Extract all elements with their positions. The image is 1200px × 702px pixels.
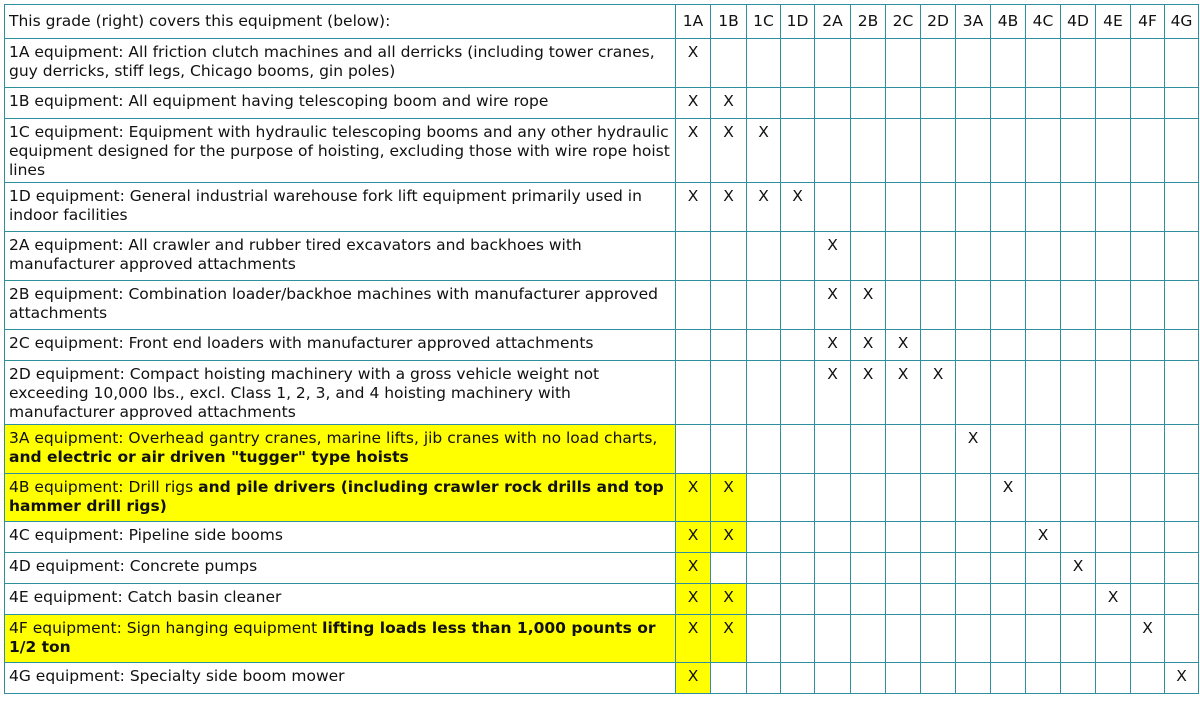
grade-mark-2a <box>815 522 851 553</box>
grade-mark-1a: X <box>676 39 711 88</box>
description-text: 4F equipment: Sign hanging equipment <box>9 619 323 637</box>
grade-mark-1b <box>711 663 747 694</box>
grade-mark-4f <box>1131 361 1165 425</box>
description-text: 1A equipment: All friction clutch machines and all derricks (including tower cranes, guy derricks, stiff legs, Chicago booms, gin poles) <box>9 43 655 80</box>
grade-mark-2a <box>815 663 851 694</box>
table-row <box>5 183 1199 232</box>
grade-mark-1d <box>781 232 815 281</box>
grade-header-4e: 4E <box>1096 5 1131 39</box>
grade-mark-2b <box>851 88 886 119</box>
grade-mark-4c <box>1026 425 1061 474</box>
description-text: 1D equipment: General industrial warehouse fork lift equipment primarily used in indoor facilities <box>9 187 642 224</box>
grade-mark-2a <box>815 183 851 232</box>
grade-mark-2b <box>851 183 886 232</box>
grade-mark-2d <box>921 615 956 663</box>
grade-mark-1c: X <box>747 183 781 232</box>
grade-mark-1d <box>781 361 815 425</box>
grade-mark-2b <box>851 553 886 584</box>
equipment-description <box>5 615 676 663</box>
grade-mark-4b <box>991 39 1026 88</box>
grade-mark-4f <box>1131 584 1165 615</box>
grade-mark-3a <box>956 663 991 694</box>
grade-mark-2a: X <box>815 361 851 425</box>
description-text: 2A equipment: All crawler and rubber tired excavators and backhoes with manufacturer approved attachments <box>9 236 582 273</box>
equipment-description <box>5 553 676 584</box>
grade-mark-4e <box>1096 232 1131 281</box>
grade-mark-1c <box>747 522 781 553</box>
grade-header-2a: 2A <box>815 5 851 39</box>
grade-mark-1d <box>781 474 815 522</box>
grade-mark-1a <box>676 232 711 281</box>
grade-mark-2d <box>921 39 956 88</box>
grade-mark-4c <box>1026 119 1061 183</box>
description-bold-text: and pile drivers (including crawler rock drills and top hammer drill rigs) <box>9 478 664 515</box>
grade-mark-4d <box>1061 183 1096 232</box>
grade-mark-1c <box>747 330 781 361</box>
grade-mark-1b: X <box>711 183 747 232</box>
grade-mark-1b: X <box>711 615 747 663</box>
grade-header-3a: 3A <box>956 5 991 39</box>
grade-mark-4c <box>1026 584 1061 615</box>
grade-mark-4b <box>991 119 1026 183</box>
grade-mark-1c <box>747 584 781 615</box>
grade-mark-4c <box>1026 663 1061 694</box>
grade-mark-4b <box>991 330 1026 361</box>
grade-mark-1a: X <box>676 183 711 232</box>
grade-mark-2a <box>815 119 851 183</box>
grade-mark-1a: X <box>676 615 711 663</box>
grade-mark-4e <box>1096 88 1131 119</box>
table-row <box>5 663 1199 694</box>
equipment-grade-table <box>4 4 1199 694</box>
table-row <box>5 281 1199 330</box>
grade-mark-1a: X <box>676 522 711 553</box>
grade-header-1c: 1C <box>747 5 781 39</box>
grade-mark-1c <box>747 232 781 281</box>
grade-mark-2c <box>886 425 921 474</box>
grade-mark-4d <box>1061 615 1096 663</box>
grade-mark-4d <box>1061 119 1096 183</box>
grade-mark-4e <box>1096 474 1131 522</box>
grade-mark-1b <box>711 330 747 361</box>
grade-mark-2a <box>815 39 851 88</box>
grade-mark-4f <box>1131 39 1165 88</box>
header-row <box>5 5 1199 39</box>
table-body <box>5 39 1199 694</box>
grade-mark-2c <box>886 663 921 694</box>
grade-mark-4e <box>1096 615 1131 663</box>
grade-mark-4g <box>1165 361 1199 425</box>
grade-mark-2a <box>815 474 851 522</box>
grade-mark-4g <box>1165 330 1199 361</box>
table-row <box>5 615 1199 663</box>
grade-header-1a: 1A <box>676 5 711 39</box>
grade-mark-4b <box>991 584 1026 615</box>
grade-mark-2c <box>886 584 921 615</box>
grade-mark-4f: X <box>1131 615 1165 663</box>
grade-mark-2c: X <box>886 330 921 361</box>
grade-mark-4g <box>1165 39 1199 88</box>
equipment-description <box>5 39 676 88</box>
description-text: 4B equipment: Drill rigs <box>9 478 199 496</box>
equipment-description <box>5 232 676 281</box>
equipment-description <box>5 183 676 232</box>
grade-mark-3a <box>956 553 991 584</box>
grade-mark-4d <box>1061 39 1096 88</box>
equipment-description <box>5 474 676 522</box>
equipment-description <box>5 361 676 425</box>
grade-mark-3a: X <box>956 425 991 474</box>
grade-mark-2c <box>886 88 921 119</box>
grade-mark-2d: X <box>921 361 956 425</box>
description-text: 3A equipment: Overhead gantry cranes, marine lifts, jib cranes with no load charts, <box>9 429 658 447</box>
grade-mark-4f <box>1131 88 1165 119</box>
grade-mark-1b: X <box>711 474 747 522</box>
grade-mark-2d <box>921 663 956 694</box>
grade-mark-2d <box>921 474 956 522</box>
grade-mark-4d <box>1061 584 1096 615</box>
grade-mark-1c: X <box>747 119 781 183</box>
grade-mark-3a <box>956 119 991 183</box>
grade-mark-4b <box>991 361 1026 425</box>
grade-mark-4d <box>1061 522 1096 553</box>
grade-mark-2a: X <box>815 330 851 361</box>
grade-mark-4g <box>1165 232 1199 281</box>
grade-mark-3a <box>956 281 991 330</box>
grade-mark-2b <box>851 474 886 522</box>
grade-header-2d: 2D <box>921 5 956 39</box>
grade-mark-1a: X <box>676 88 711 119</box>
grade-mark-2b <box>851 615 886 663</box>
grade-mark-4f <box>1131 281 1165 330</box>
equipment-description <box>5 281 676 330</box>
grade-header-4f: 4F <box>1131 5 1165 39</box>
grade-mark-3a <box>956 232 991 281</box>
grade-header-4d: 4D <box>1061 5 1096 39</box>
grade-mark-2b <box>851 119 886 183</box>
grade-mark-4e <box>1096 361 1131 425</box>
grade-mark-4f <box>1131 474 1165 522</box>
grade-mark-2d <box>921 553 956 584</box>
grade-mark-1c <box>747 88 781 119</box>
grade-mark-1b <box>711 361 747 425</box>
grade-mark-2b: X <box>851 281 886 330</box>
grade-mark-2d <box>921 522 956 553</box>
grade-mark-4b <box>991 663 1026 694</box>
grade-mark-4c <box>1026 39 1061 88</box>
grade-mark-2c <box>886 39 921 88</box>
grade-header-4g: 4G <box>1165 5 1199 39</box>
grade-mark-4f <box>1131 522 1165 553</box>
grade-mark-4e <box>1096 425 1131 474</box>
equipment-description <box>5 522 676 553</box>
grade-mark-2a: X <box>815 232 851 281</box>
grade-mark-4b <box>991 553 1026 584</box>
grade-mark-4g: X <box>1165 663 1199 694</box>
equipment-description <box>5 330 676 361</box>
grade-mark-1d <box>781 425 815 474</box>
grade-mark-3a <box>956 330 991 361</box>
grade-mark-4f <box>1131 183 1165 232</box>
grade-mark-3a <box>956 584 991 615</box>
table-row <box>5 361 1199 425</box>
grade-mark-4e <box>1096 39 1131 88</box>
grade-mark-4b <box>991 615 1026 663</box>
grade-mark-2d <box>921 584 956 615</box>
grade-mark-2a <box>815 584 851 615</box>
grade-mark-2b <box>851 232 886 281</box>
grade-mark-4c <box>1026 615 1061 663</box>
grade-mark-4b <box>991 522 1026 553</box>
grade-mark-4e <box>1096 183 1131 232</box>
table-row <box>5 584 1199 615</box>
grade-mark-2d <box>921 232 956 281</box>
grade-mark-4f <box>1131 553 1165 584</box>
grade-mark-4e <box>1096 281 1131 330</box>
grade-mark-4d <box>1061 232 1096 281</box>
grade-mark-4c <box>1026 232 1061 281</box>
description-text: 4C equipment: Pipeline side booms <box>9 526 283 544</box>
grade-mark-1d <box>781 39 815 88</box>
grade-mark-2c <box>886 522 921 553</box>
grade-mark-4e <box>1096 553 1131 584</box>
grade-mark-4g <box>1165 553 1199 584</box>
grade-mark-4e <box>1096 663 1131 694</box>
description-bold-text: lifting loads less than 1,000 pounts or 1/2 ton <box>9 619 656 656</box>
table-row <box>5 88 1199 119</box>
grade-header-2c: 2C <box>886 5 921 39</box>
grade-mark-2c <box>886 615 921 663</box>
description-text: 1B equipment: All equipment having telescoping boom and wire rope <box>9 92 549 110</box>
grade-mark-2a <box>815 425 851 474</box>
grade-mark-4c <box>1026 553 1061 584</box>
grade-mark-4e <box>1096 119 1131 183</box>
grade-mark-4b <box>991 88 1026 119</box>
grade-header-4c: 4C <box>1026 5 1061 39</box>
grade-mark-4e: X <box>1096 584 1131 615</box>
grade-mark-4c <box>1026 330 1061 361</box>
grade-mark-1b: X <box>711 119 747 183</box>
grade-mark-2b <box>851 425 886 474</box>
grade-mark-2a <box>815 553 851 584</box>
grade-mark-1b: X <box>711 88 747 119</box>
grade-mark-4d: X <box>1061 553 1096 584</box>
grade-mark-4c <box>1026 474 1061 522</box>
grade-mark-3a <box>956 615 991 663</box>
grade-mark-1a <box>676 425 711 474</box>
grade-mark-4g <box>1165 88 1199 119</box>
equipment-description <box>5 425 676 474</box>
grade-mark-1a <box>676 281 711 330</box>
grade-mark-4f <box>1131 119 1165 183</box>
grade-header-1b: 1B <box>711 5 747 39</box>
grade-mark-4d <box>1061 663 1096 694</box>
grade-mark-1a <box>676 330 711 361</box>
grade-mark-3a <box>956 522 991 553</box>
grade-mark-2b <box>851 584 886 615</box>
grade-mark-4d <box>1061 425 1096 474</box>
grade-mark-1d <box>781 330 815 361</box>
description-text: 1C equipment: Equipment with hydraulic telescoping booms and any other hydraulic equipment designed for the purpose of hoisting, excluding those with wire rope hoist lines <box>9 123 670 179</box>
grade-mark-2c <box>886 474 921 522</box>
grade-mark-2b <box>851 522 886 553</box>
grade-mark-2d <box>921 330 956 361</box>
description-text: 2D equipment: Compact hoisting machinery with a gross vehicle weight not exceeding 10,000 lbs., excl. Class 1, 2, 3, and 4 hoisting machinery with manufacturer approved attachments <box>9 365 600 421</box>
grade-mark-1a: X <box>676 553 711 584</box>
description-text: 2B equipment: Combination loader/backhoe machines with manufacturer approved attachments <box>9 285 658 322</box>
grade-mark-1c <box>747 39 781 88</box>
grade-mark-4g <box>1165 425 1199 474</box>
grade-mark-4c <box>1026 361 1061 425</box>
grade-mark-1d: X <box>781 183 815 232</box>
grade-mark-2c <box>886 183 921 232</box>
grade-mark-4g <box>1165 474 1199 522</box>
table-row <box>5 474 1199 522</box>
grade-mark-4c <box>1026 281 1061 330</box>
grade-mark-4e <box>1096 330 1131 361</box>
grade-mark-4c <box>1026 88 1061 119</box>
grade-mark-4f <box>1131 425 1165 474</box>
grade-mark-2d <box>921 281 956 330</box>
grade-mark-1c <box>747 474 781 522</box>
grade-mark-4d <box>1061 88 1096 119</box>
grade-mark-4g <box>1165 615 1199 663</box>
table-row <box>5 232 1199 281</box>
grade-mark-4f <box>1131 232 1165 281</box>
grade-mark-1c <box>747 663 781 694</box>
grade-mark-4g <box>1165 183 1199 232</box>
table-row <box>5 330 1199 361</box>
grade-mark-4f <box>1131 663 1165 694</box>
grade-mark-3a <box>956 88 991 119</box>
grade-mark-4g <box>1165 119 1199 183</box>
grade-mark-2b <box>851 663 886 694</box>
grade-mark-1a: X <box>676 663 711 694</box>
grade-mark-4c: X <box>1026 522 1061 553</box>
grade-mark-2a <box>815 615 851 663</box>
grade-mark-4c <box>1026 183 1061 232</box>
table-row <box>5 39 1199 88</box>
grade-mark-1d <box>781 553 815 584</box>
grade-mark-1b <box>711 232 747 281</box>
grade-mark-1d <box>781 281 815 330</box>
grade-mark-1d <box>781 584 815 615</box>
grade-header-1d: 1D <box>781 5 815 39</box>
grade-mark-2a <box>815 88 851 119</box>
grade-mark-2c: X <box>886 361 921 425</box>
grade-mark-1b: X <box>711 522 747 553</box>
grade-mark-1b <box>711 39 747 88</box>
corner-label: This grade (right) covers this equipment (below): <box>5 5 676 39</box>
grade-mark-4b <box>991 281 1026 330</box>
table-row <box>5 425 1199 474</box>
grade-mark-2b: X <box>851 361 886 425</box>
grade-mark-2d <box>921 88 956 119</box>
grade-mark-1d <box>781 522 815 553</box>
grade-mark-1c <box>747 425 781 474</box>
grade-mark-1c <box>747 361 781 425</box>
grade-mark-1d <box>781 663 815 694</box>
description-text: 4D equipment: Concrete pumps <box>9 557 258 575</box>
description-text: 2C equipment: Front end loaders with manufacturer approved attachments <box>9 334 594 352</box>
grade-mark-3a <box>956 39 991 88</box>
grade-mark-4b <box>991 232 1026 281</box>
grade-mark-1a: X <box>676 584 711 615</box>
grade-mark-2a: X <box>815 281 851 330</box>
grade-mark-2c <box>886 553 921 584</box>
grade-mark-4g <box>1165 522 1199 553</box>
description-bold-text: and electric or air driven "tugger" type hoists <box>9 448 409 466</box>
table-row <box>5 522 1199 553</box>
grade-mark-4b <box>991 425 1026 474</box>
equipment-description <box>5 119 676 183</box>
grade-mark-4b <box>991 183 1026 232</box>
grade-mark-1c <box>747 281 781 330</box>
grade-mark-1d <box>781 88 815 119</box>
grade-mark-2c <box>886 281 921 330</box>
equipment-description <box>5 584 676 615</box>
grade-header-2b: 2B <box>851 5 886 39</box>
grade-mark-4d <box>1061 330 1096 361</box>
grade-mark-1d <box>781 119 815 183</box>
grade-mark-1b <box>711 425 747 474</box>
grade-mark-1b <box>711 553 747 584</box>
grade-mark-1a: X <box>676 474 711 522</box>
grade-mark-1c <box>747 553 781 584</box>
equipment-description <box>5 663 676 694</box>
grade-mark-2d <box>921 183 956 232</box>
grade-mark-4d <box>1061 474 1096 522</box>
grade-mark-1d <box>781 615 815 663</box>
grade-mark-1a <box>676 361 711 425</box>
grade-mark-1c <box>747 615 781 663</box>
grade-mark-3a <box>956 474 991 522</box>
grade-mark-4d <box>1061 361 1096 425</box>
grade-header-4b: 4B <box>991 5 1026 39</box>
grade-mark-3a <box>956 183 991 232</box>
grade-mark-4g <box>1165 281 1199 330</box>
equipment-description <box>5 88 676 119</box>
grade-mark-2b: X <box>851 330 886 361</box>
table-row <box>5 553 1199 584</box>
grade-mark-1a: X <box>676 119 711 183</box>
grade-mark-3a <box>956 361 991 425</box>
grade-mark-2c <box>886 119 921 183</box>
table-row <box>5 119 1199 183</box>
grade-mark-2d <box>921 119 956 183</box>
grade-mark-4g <box>1165 584 1199 615</box>
grade-mark-2c <box>886 232 921 281</box>
grade-mark-4b: X <box>991 474 1026 522</box>
grade-mark-2d <box>921 425 956 474</box>
grade-mark-4e <box>1096 522 1131 553</box>
grade-mark-4f <box>1131 330 1165 361</box>
grade-mark-2b <box>851 39 886 88</box>
grade-mark-1b <box>711 281 747 330</box>
description-text: 4E equipment: Catch basin cleaner <box>9 588 282 606</box>
grade-mark-1b: X <box>711 584 747 615</box>
grade-mark-4d <box>1061 281 1096 330</box>
description-text: 4G equipment: Specialty side boom mower <box>9 667 345 685</box>
